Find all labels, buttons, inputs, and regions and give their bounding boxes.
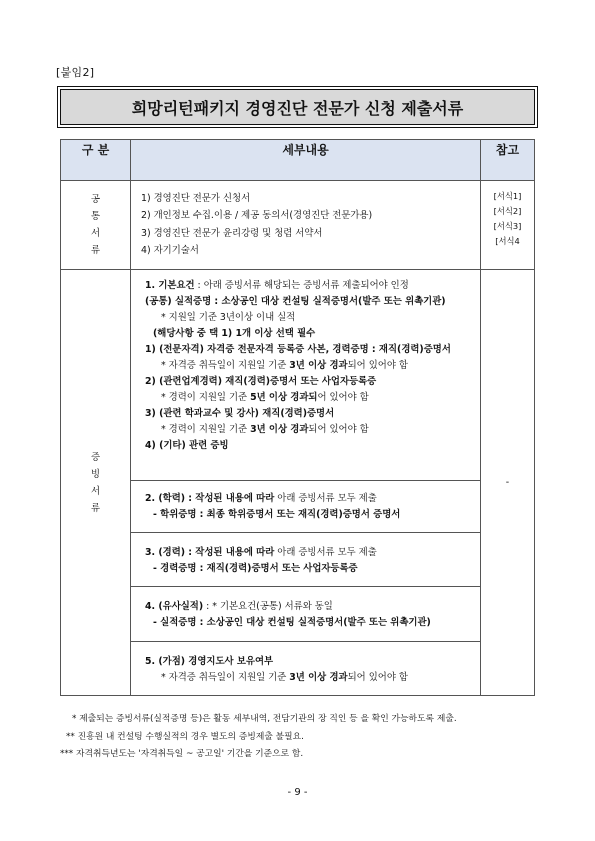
page-title-text: 희망리턴패키지 경영진단 전문가 신청 제출서류	[131, 98, 464, 118]
footnotes	[60, 711, 457, 764]
common-docs-refs	[481, 181, 535, 270]
evidence-docs-content	[131, 270, 481, 696]
header-reference: 참고	[481, 140, 535, 181]
common-docs-items	[131, 181, 481, 270]
form-ref: [서식1]	[493, 191, 522, 201]
form-ref: [서식4	[495, 236, 520, 246]
evidence-docs-label: 증 빙 서 류	[61, 270, 131, 696]
section-basic-requirements: 1. 기본요건 : 아래 증빙서류 해당되는 증빙서류 제출되어야 인정 (공통) 실적증명 : 소상공인 대상 컨설팅 실적증명서(발주 또는 위촉기관) * 지원일 기준 3년이상 이내 실적 (해당사항 중 택 1) 1개 이상 선택 필수 1) (전문자격) 자격증 전문자격 등록증 사본, 경력증명 : 재직(경력)증명서 * 자격증 취득일이 지원일 기준 3년 이상 경과되어 있어야 함 2) (관련업계경력) 재직(경력)증명서 또는 사업자등록증 * 경력이 지원일 기준 5년 이상 경과되어 있어야 함 3) (관련 학과교수 및 강사) 재직(경력)증명서 * 경력이 지원일 기준 3년 이상 경과되어 있어야 함 4) (기타) 관련 증빙	[145, 280, 451, 451]
page-number: - 9 -	[287, 787, 308, 798]
page-title	[60, 89, 535, 125]
evidence-docs-row	[61, 270, 535, 696]
table-header-row	[61, 140, 535, 181]
header-details: 세부내용	[131, 140, 481, 181]
form-ref: [서식3]	[493, 221, 522, 231]
footnote: ** 진흥원 내 컨설팅 수행실적의 경우 별도의 증빙제출 불필요.	[66, 731, 304, 742]
section-bonus: 5. (가점) 경영지도사 보유여부 * 자격증 취득일이 지원일 기준 3년 이상 경과되어 있어야 함	[131, 641, 480, 695]
list-item: 4) 자기기술서	[141, 244, 199, 256]
footnote: * 제출되는 증빙서류(실적증명 등)은 활동 세부내역, 전담기관의 장 직인 등 을 확인 가능하도록 제출.	[72, 714, 457, 724]
section-similar-performance: 4. (유사실적) : * 기본요건(공통) 서류와 동일 - 실적증명 : 소상공인 대상 컨설팅 실적증명서(발주 또는 위촉기관)	[131, 586, 480, 641]
section-education: 2. (학력) : 작성된 내용에 따라 아래 증빙서류 모두 제출 - 학위증명 : 최종 학위증명서 또는 재직(경력)증명서 증명서	[131, 480, 480, 532]
list-item: 1) 경영진단 전문가 신청서	[141, 193, 251, 204]
common-docs-row	[61, 181, 535, 270]
form-ref: [서식2]	[493, 206, 522, 216]
footnote: *** 자격취득년도는 '자격취득일 ~ 공고일' 기간을 기준으로 함.	[60, 749, 304, 759]
header-category: 구 분	[61, 140, 131, 181]
section-career: 3. (경력) : 작성된 내용에 따라 아래 증빙서류 모두 제출 - 경력증명 : 재직(경력)증명서 또는 사업자등록증	[131, 532, 480, 586]
attachment-label: [붙임2]	[56, 66, 95, 79]
documents-table	[60, 139, 535, 696]
common-docs-label: 공 통 서 류	[61, 181, 131, 270]
evidence-docs-ref: -	[481, 270, 535, 696]
list-item: 3) 경영진단 전문가 윤리강령 및 청렴 서약서	[141, 227, 323, 239]
list-item: 2) 개인정보 수집.이용 / 제공 동의서(경영진단 전문가용)	[141, 210, 373, 222]
